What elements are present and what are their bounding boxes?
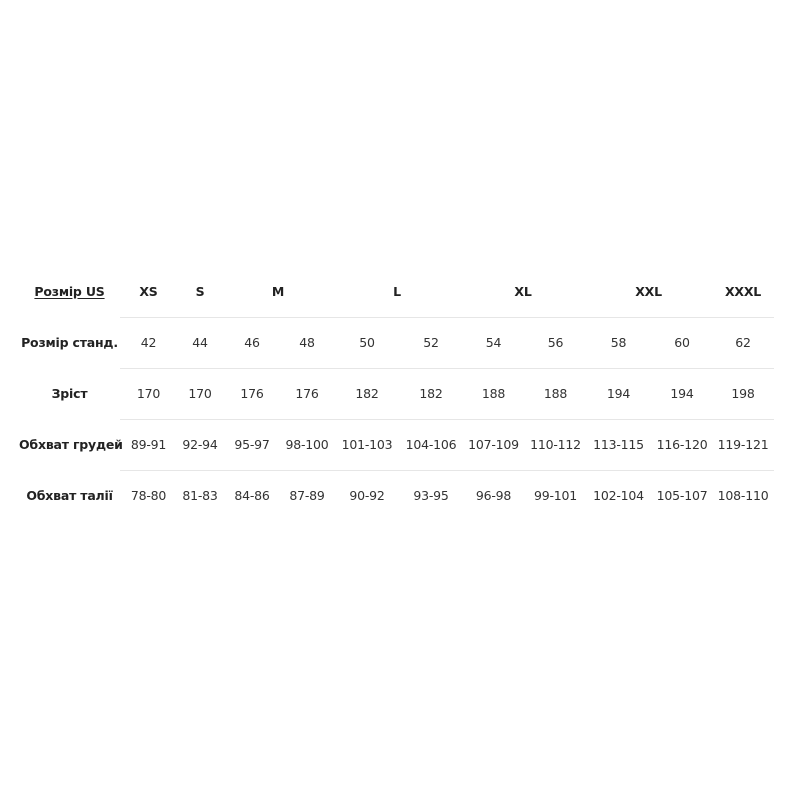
table-cell: 46 bbox=[223, 317, 281, 368]
row-waist bbox=[19, 470, 774, 521]
table-cell: 90-92 bbox=[333, 470, 401, 521]
size-header-xxl: XXL bbox=[635, 283, 662, 299]
table-cell: 95-97 bbox=[223, 419, 281, 470]
size-header-s: S bbox=[195, 283, 205, 299]
table-cell: 99-101 bbox=[526, 470, 585, 521]
table-cell: 54 bbox=[461, 317, 526, 368]
table-cell: 198 bbox=[712, 368, 774, 419]
table-cell: 98-100 bbox=[281, 419, 333, 470]
table-cell: 78-80 bbox=[120, 470, 177, 521]
size-table-body bbox=[19, 266, 774, 521]
table-cell: 44 bbox=[177, 317, 223, 368]
table-cell: 119-121 bbox=[712, 419, 774, 470]
table-cell: 93-95 bbox=[401, 470, 461, 521]
table-cell: 60 bbox=[652, 317, 712, 368]
row-label: Обхват талії bbox=[26, 488, 113, 503]
table-cell: 108-110 bbox=[712, 470, 774, 521]
table-cell: 101-103 bbox=[333, 419, 401, 470]
table-cell: 182 bbox=[333, 368, 401, 419]
size-header-xxxl: XXXL bbox=[725, 283, 762, 299]
table-cell: 102-104 bbox=[585, 470, 652, 521]
us-size-label-text: Розмір US bbox=[34, 284, 105, 299]
size-header-m: M bbox=[271, 283, 285, 299]
table-cell: 170 bbox=[120, 368, 177, 419]
table-cell: 105-107 bbox=[652, 470, 712, 521]
table-cell: 176 bbox=[281, 368, 333, 419]
table-cell: 107-109 bbox=[461, 419, 526, 470]
table-cell: 92-94 bbox=[177, 419, 223, 470]
table-cell: 50 bbox=[333, 317, 401, 368]
row-label: Зріст bbox=[51, 386, 88, 401]
table-cell: 104-106 bbox=[401, 419, 461, 470]
size-header-xs: XS bbox=[139, 283, 158, 299]
table-cell: 116-120 bbox=[652, 419, 712, 470]
table-cell: 170 bbox=[177, 368, 223, 419]
table-cell: 113-115 bbox=[585, 419, 652, 470]
table-cell: 188 bbox=[526, 368, 585, 419]
table-cell: 58 bbox=[585, 317, 652, 368]
size-header-xl: XL bbox=[514, 283, 532, 299]
table-cell: 52 bbox=[401, 317, 461, 368]
size-header-l: L bbox=[393, 283, 401, 299]
size-chart-table bbox=[19, 266, 774, 521]
table-cell: 188 bbox=[461, 368, 526, 419]
row-label: Розмір станд. bbox=[21, 335, 118, 350]
table-cell: 89-91 bbox=[120, 419, 177, 470]
table-cell: 194 bbox=[585, 368, 652, 419]
row-chest bbox=[19, 419, 774, 470]
table-cell: 42 bbox=[120, 317, 177, 368]
table-cell: 62 bbox=[712, 317, 774, 368]
table-cell: 110-112 bbox=[526, 419, 585, 470]
table-cell: 182 bbox=[401, 368, 461, 419]
header-row bbox=[19, 266, 774, 317]
row-height bbox=[19, 368, 774, 419]
table-cell: 194 bbox=[652, 368, 712, 419]
row-standard-size bbox=[19, 317, 774, 368]
us-size-label bbox=[19, 266, 120, 317]
row-label: Обхват грудей bbox=[19, 437, 123, 452]
table-cell: 48 bbox=[281, 317, 333, 368]
table-cell: 81-83 bbox=[177, 470, 223, 521]
table-cell: 84-86 bbox=[223, 470, 281, 521]
table-cell: 56 bbox=[526, 317, 585, 368]
table-cell: 176 bbox=[223, 368, 281, 419]
table-cell: 87-89 bbox=[281, 470, 333, 521]
table-cell: 96-98 bbox=[461, 470, 526, 521]
